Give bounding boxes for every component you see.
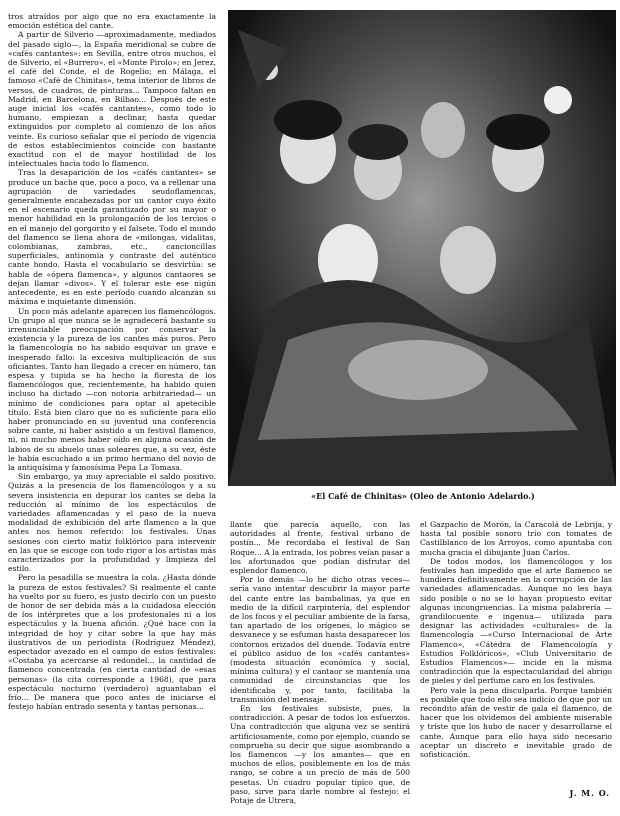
paragraph: Por lo demás —lo he dicho otras veces— sería vano intentar descubrir la mayor parte del cante entre las bambalinas, ya que en medio de la difícil carpintería, del esplendor de los focos y el peculiar ambiente de la farsa, tan apartado de los orígenes, lo mágico se desvanece y se esfuman hasta desaparecer los contornos erizados del duende. Todavía entre el público asiduo de los «cafés cantantes» (modesta situación económica y social, mínima cultura) y el cantaor se mantenía una comunidad de circunstancias que los identificaba y, por tanto, facilitaba la transmisión del mensaje. bbox=[230, 575, 410, 704]
paragraph: Un poco más adelante aparecen los flamencólogos. Un grupo al que nunca se le agradecerá bastante su irrenunciable preocupación por conservar la existencia y la pureza de los cantes más puros. Pero la flamencología no ha sabido esquivar un grave e inesperado fallo: la excesiva multiplicación de sus oficiantes. Tanto han llegado a crecer en número, tan espesa y tupida se ha hecho la floresta de los flamencólogos que, recientemente, ha habido quien incluso ha dictado —con notoria arbitrariedad— un mínimo de condiciones para optar al apetecible título. Está bien claro que no es suficiente para ello haber pronunciado en su juventud una conferencia sobre cante, ni haber asistido a un festival flamenco, ni, ni mucho menos haber oído en alguna ocasión de labios de su abuelo unas soleares que, a su vez, éste le había escuchado a un primo hermano del novio de la antiquísima y famosísima Pepa La Tomasa. bbox=[8, 306, 216, 472]
paragraph: Tras la desaparición de los «cafés cantantes» se produce un bache que, poco a poco, va a rellenar una agrupación de variedades seudoflamencas, generalmente encabezadas por un cantor cuyo éxito en el escenario queda garantizado por su mayor o menor habilidad en la prolongación de los tercios o en el manejo del gorgorito y el falsete. Todo el mundo del flamenco se llena ahora de «milongas, vidalitas, colombianas, zambras, etc., cancioncillas superficiales, antinomia y contraste del auténtico cante hondo. Hasta el vocabulario se desvirtúa: se habla de «ópera flamenca», y algunos cantaores se dejan llamar «divos». Y el tolerar este ese nigún antecedente, es en este período cuando alcanzan su máxima e inquietante dimensión. bbox=[8, 168, 216, 307]
middle-column bbox=[230, 520, 410, 805]
paragraph: De todos modos, los flamencólogos y los festivales han impedido que el arte flamenco se hundiera definitivamente en la corrupción de las variedades aflamencadas. Aunque no les haya sido posible o no se lo hayan propuesto evitar algunas incongruencias. La misma palabrería —grandilocuente e ingenua— utilizada para designar las actividades «culturales» de la flamencología —«Curso Internacional de Arte Flamenco», «Cátedra de Flamencología y Estudios Folklóricos», «Club Universitario de Estudios Flamencos»— incide en la misma contradicción que la espectacularidad del abrigo de pieles y del perfume caro en los festivales. bbox=[420, 556, 612, 686]
painting-photo bbox=[228, 10, 616, 486]
paragraph: Pero la pesadilla se muestra la cola. ¿Hasta dónde la pureza de estos festivales? Si realmente el cante ha vuelto por su fuero, es justo decirlo con un puesto de honor de ser debida más a la cuidadosa elección de los intérpretes que a los profesionales ni a los espectáculos y la buena afición. ¿Qué hace con la integridad de hoy y citar sobre la que hay más ilustrativos de un periodista (Rodríguez Méndez), espectador avezado en el campo de estos festivales: «Costaba ya acercarse al redondel... la cantidad de flamenco concentrada (en cierta cantidad de «esas personas» (la cita corresponde a 1968), que para espectáculo nocturno (verdadero) aguantaban el frío... De manera que poco antes de iniciarse el festejo habían entrado sesenta y tantas personas... bbox=[8, 573, 216, 712]
paragraph: llante que parecía aquello, con las autoridades al frente, festival urbano de postín... Me recordaba el festival de San Roque... A la entrada, los pobres veían pasar a los afortunados que podían disfrutar del esplendor flamenco. bbox=[230, 520, 410, 576]
photo-caption: «El Café de Chinitas» (Oleo de Antonio Adelardo.) bbox=[311, 491, 535, 501]
left-column bbox=[8, 12, 216, 808]
paragraph: tros atraídos por algo que no era exactamente la emoción estética del cante. bbox=[8, 12, 216, 31]
author-signature: J. M. O. bbox=[569, 788, 610, 798]
paragraph: el Gazpacho de Morón, la Caracolá de Lebrija, y hasta tal posible sonoro trío con tomates de Castilblanco de los Arroyos, como apuntaba con mucha gracia el dibujante Juan Carlos. bbox=[420, 520, 612, 557]
paragraph: Sin embargo, ya muy apreciable el saldo positivo. Quizás a la presencia de los flamencólogos y a su severa insistencia en depurar los cantes se deba la reducción al mínimo de los espectáculos de variedades aflamencadas y el paso de la nueva modalidad de exhibición del arte flamenco a la que antes nos hemos referido: los festivales. Unas sesiones con cierto matiz folklórico para intervenir en las que se escoge con todo rigor a los artistas más caracterizados por la profundidad y limpieza del estilo. bbox=[8, 472, 216, 574]
painting-image bbox=[228, 10, 616, 486]
paragraph: A partir de Silverio —aproximadamente, mediados del pasado siglo—, la España meridional se cubre de «cafés cantantes»: en Sevilla, entre otros muchos, el de Silverio, el «Burrero», el «Monte Pirolo»; en Jerez, el café del Conde, el de Rogelio; en Málaga, el famoso «Café de Chinitas», tema interior de libros de versos, de cuadros, de pinturas... Tampoco faltan en Madrid, en Barcelona, en Bilbao... Después de este auge inicial los «cafés cantantes», como todo lo humano, empiezan a declinar, hasta quedar extinguidos por completo al comienzo de los años veinte. Es curioso señalar que el período de vigencia de estos establecimientos coincide con bastante exactitud con el de mayor hostilidad de los intelectuales hacia todo lo flamenco. bbox=[8, 30, 216, 169]
paragraph: Pero vale la pena disculparla. Porque también es posible que todo ello sea indicio de que por un recóndito afán de vestir de gala el flamenco, de hacer que los olvidemos del ambiente miserable y triste que los hubo de nacer y desarrollarse el cante. Aunque para ello haya sido necesario aceptar un discreto e inevitable grado de sofisticación. bbox=[420, 685, 612, 760]
paragraph: En los festivales subsiste, pues, la contradicción. A pesar de todos los esfuerzos. Una contradicción que alguna vez se sentirá artificiosamente, como por ejemplo, cuando se comprueba su decir que sigue asombrando a los flamencos —y los amantes— que en muchos de ellos, posiblemente en los de más rango, se cobre a un precio de más de 500 pesetas. Un cuadro popular típico que, de paso, sirve para darle nombre al festejo: el Potaje de Utrera, bbox=[230, 704, 410, 805]
right-column bbox=[420, 520, 612, 805]
